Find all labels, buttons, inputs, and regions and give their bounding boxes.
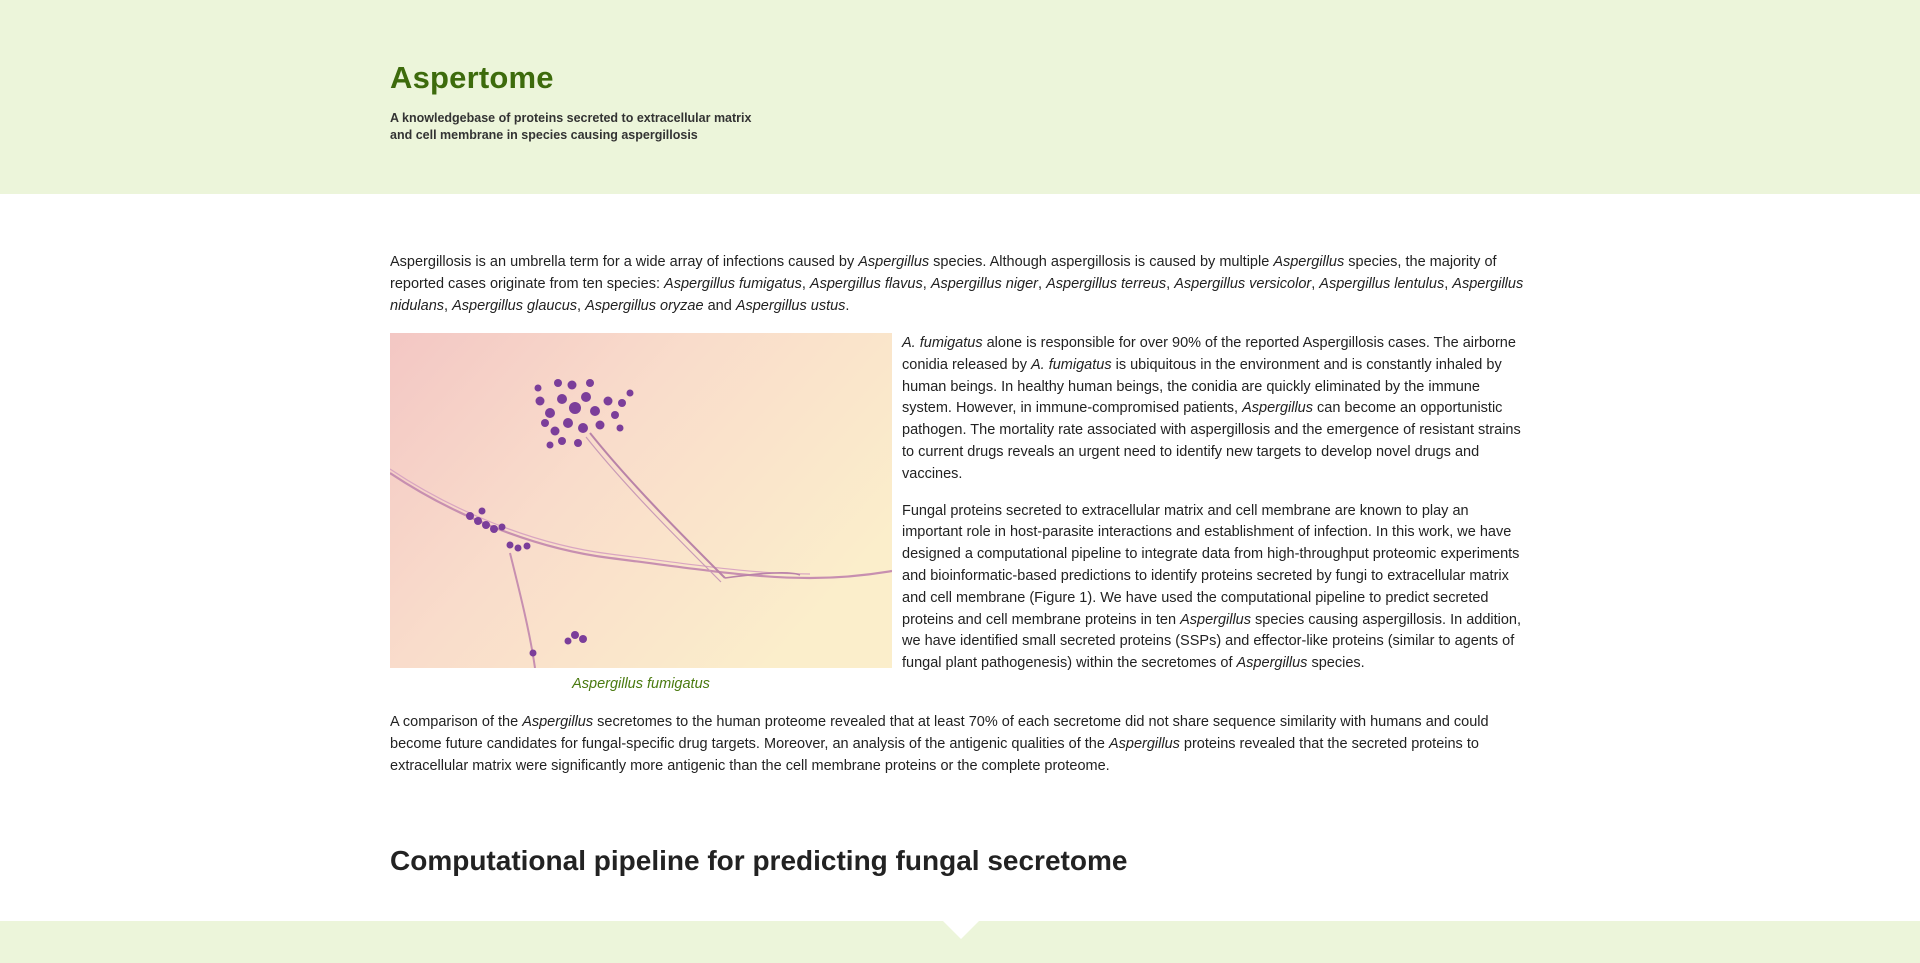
scroll-down-arrow-icon[interactable] (943, 921, 979, 939)
intro-paragraph-4: A comparison of the Aspergillus secretomes to the human proteome revealed that at least 70% of each secretome did not share sequence similarity with humans and could become future candidates for fungal-specific drug targets. Moreover, an analysis of the antigenic qualities of the Aspergillus proteins revealed that the secreted proteins to extracellular matrix were significantly more antigenic than the cell membrane proteins or the complete proteome. (390, 714, 1489, 774)
section-title: Computational pipeline for predicting fungal secretome (390, 845, 1128, 876)
side-text (902, 333, 1530, 690)
site-title[interactable]: Aspertome (390, 60, 554, 95)
aspergillus-micrograph-image (390, 333, 892, 668)
figure (390, 333, 892, 696)
intro-paragraph-3: Fungal proteins secreted to extracellular matrix and cell membrane are known to play an important role in host-parasite interactions and establishment of infection. In this work, we have designed a computational pipeline to integrate data from high-throughput proteomic experiments and bioinformatic-based predictions to identify proteins secreted by fungi to extracellular matrix and cell membrane (Figure 1). We have used the computational pipeline to predict secreted proteins and cell membrane proteins in ten Aspergillus species causing aspergillosis. In addition, we have identified small secreted proteins (SSPs) and effector-like proteins (similar to agents of fungal plant pathogenesis) within the secretomes of Aspergillus species. (902, 502, 1522, 672)
figure-caption: Aspergillus fumigatus (572, 676, 710, 692)
site-header (0, 0, 1920, 194)
intro-paragraph-2: A. fumigatus alone is responsible for over 90% of the reported Aspergillosis cases. The airborne conidia released by A. fumigatus is ubiquitous in the environment and is constantly inhaled by human beings. In healthy human beings, the conidia are quickly eliminated by the immune system. However, in immune-compromised patients, Aspergillus can become an opportunistic pathogen. The mortality rate associated with aspergillosis and the emergence of resistant strains to current drugs reveals an urgent need to identify new targets to develop novel drugs and vaccines. (902, 335, 1521, 482)
site-subtitle: A knowledgebase of proteins secreted to extracellular matrix and cell membrane in species causing aspergillosis (390, 111, 752, 142)
intro-paragraph-1: Aspergillosis is an umbrella term for a wide array of infections caused by Aspergillus species. Although aspergillosis is caused by multiple Aspergillus species, the majority of reported cases originate from ten species: Aspergillus fumigatus, Aspergillus flavus, Aspergillus niger, Aspergillus terreus, Aspergillus versicolor, Aspergillus lentulus, Aspergillus nidulans, Aspergillus glaucus, Aspergillus oryzae and Aspergillus ustus. (390, 254, 1524, 314)
